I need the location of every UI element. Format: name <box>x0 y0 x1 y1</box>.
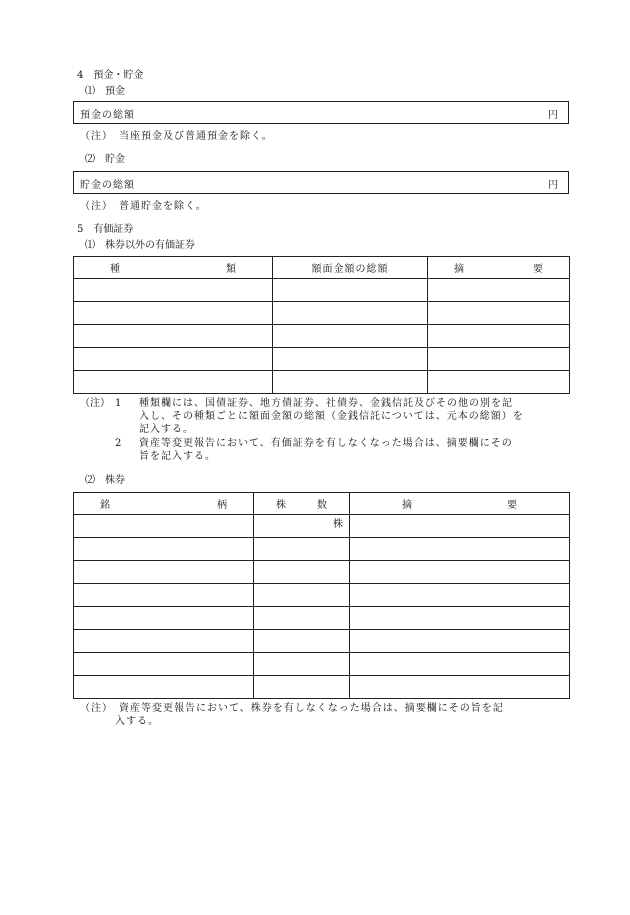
table-row <box>74 538 570 561</box>
remarks-cell[interactable] <box>428 348 570 371</box>
deposit-unit: 円 <box>548 110 558 121</box>
table-row <box>74 279 570 302</box>
brand-cell[interactable] <box>74 561 254 584</box>
table-row <box>74 676 570 699</box>
brand-cell[interactable] <box>74 676 254 699</box>
savings-total-field[interactable] <box>73 171 569 194</box>
securities-note-1-number: 1 <box>115 398 122 409</box>
remarks-cell[interactable] <box>350 607 570 630</box>
remarks-cell[interactable] <box>350 561 570 584</box>
table-row <box>74 607 570 630</box>
type-cell[interactable] <box>74 279 273 302</box>
brand-cell[interactable] <box>74 515 254 538</box>
stocks-table <box>73 492 570 699</box>
remarks-cell[interactable] <box>350 538 570 561</box>
stocks-note-line: （注） 資産等変更報告において、株券を有しなくなった場合は、摘要欄にその旨を記 <box>80 703 504 714</box>
header-share-count: 株 数 <box>254 493 350 515</box>
table-row <box>74 561 570 584</box>
share-count-cell[interactable] <box>254 584 350 607</box>
stocks-subtitle: ⑵ 株券 <box>85 475 125 486</box>
deposit-total-field[interactable] <box>73 101 569 124</box>
type-cell[interactable] <box>74 348 273 371</box>
table-row <box>74 302 570 325</box>
share-count-cell[interactable] <box>254 538 350 561</box>
brand-cell[interactable] <box>74 607 254 630</box>
securities-note-2-number: 2 <box>115 438 122 449</box>
deposit-note: （注） 当座預金及び普通預金を除く。 <box>80 131 273 142</box>
header-type: 種 類 <box>74 257 273 279</box>
table-row <box>74 584 570 607</box>
face-value-cell[interactable] <box>273 325 428 348</box>
remarks-cell[interactable] <box>428 371 570 394</box>
remarks-cell[interactable] <box>350 515 570 538</box>
savings-total-label: 貯金の総額 <box>80 180 135 191</box>
header-remarks: 摘 要 <box>428 257 570 279</box>
face-value-cell[interactable] <box>273 371 428 394</box>
brand-cell[interactable] <box>74 630 254 653</box>
type-cell[interactable] <box>74 325 273 348</box>
table-row <box>74 653 570 676</box>
table-row <box>74 348 570 371</box>
savings-subtitle: ⑵ 貯金 <box>85 154 125 165</box>
securities-note-2-line: 旨を記入する。 <box>139 451 216 462</box>
remarks-cell[interactable] <box>428 279 570 302</box>
securities-note-2-line: 資産等変更報告において、有価証券を有しなくなった場合は、摘要欄にその <box>139 438 513 449</box>
share-unit: 株 <box>333 519 343 530</box>
type-cell[interactable] <box>74 302 273 325</box>
table-row <box>74 515 570 538</box>
section-5-title: 5 有価証券 <box>77 224 134 235</box>
securities-note-prefix: （注） <box>80 398 110 409</box>
table-row <box>74 630 570 653</box>
securities-note-1-line: 入し、その種類ごとに額面金額の総額（金銭信託については、元本の総額）を <box>139 411 524 422</box>
face-value-cell[interactable] <box>273 348 428 371</box>
header-brand: 銘 柄 <box>74 493 254 515</box>
table-row <box>74 371 570 394</box>
remarks-cell[interactable] <box>350 676 570 699</box>
share-count-cell[interactable] <box>254 607 350 630</box>
deposit-total-label: 預金の総額 <box>80 110 135 121</box>
share-count-cell[interactable] <box>254 653 350 676</box>
brand-cell[interactable] <box>74 538 254 561</box>
remarks-cell[interactable] <box>428 302 570 325</box>
share-count-cell[interactable] <box>254 561 350 584</box>
brand-cell[interactable] <box>74 584 254 607</box>
table-row <box>74 325 570 348</box>
remarks-cell[interactable] <box>350 630 570 653</box>
face-value-cell[interactable] <box>273 302 428 325</box>
header-face-value-total: 額面金額の総額 <box>273 257 428 279</box>
face-value-cell[interactable] <box>273 279 428 302</box>
savings-note: （注） 普通貯金を除く。 <box>80 201 207 212</box>
section-4-title: 4 預金・貯金 <box>77 70 144 81</box>
securities-note-1-line: 記入する。 <box>139 424 194 435</box>
share-count-cell[interactable] <box>254 515 350 538</box>
stocks-note-line: 入する。 <box>115 716 159 727</box>
remarks-cell[interactable] <box>350 584 570 607</box>
securities-note-1-line: 種類欄には、国債証券、地方債証券、社債券、金銭信託及びその他の別を記 <box>139 398 513 409</box>
remarks-cell[interactable] <box>350 653 570 676</box>
share-count-cell[interactable] <box>254 630 350 653</box>
savings-unit: 円 <box>548 180 558 191</box>
securities-table <box>73 256 570 394</box>
securities-subtitle: ⑴ 株券以外の有価証券 <box>85 240 195 251</box>
brand-cell[interactable] <box>74 653 254 676</box>
deposit-subtitle: ⑴ 預金 <box>85 86 125 97</box>
type-cell[interactable] <box>74 371 273 394</box>
share-count-cell[interactable] <box>254 676 350 699</box>
header-remarks: 摘 要 <box>350 493 570 515</box>
remarks-cell[interactable] <box>428 325 570 348</box>
